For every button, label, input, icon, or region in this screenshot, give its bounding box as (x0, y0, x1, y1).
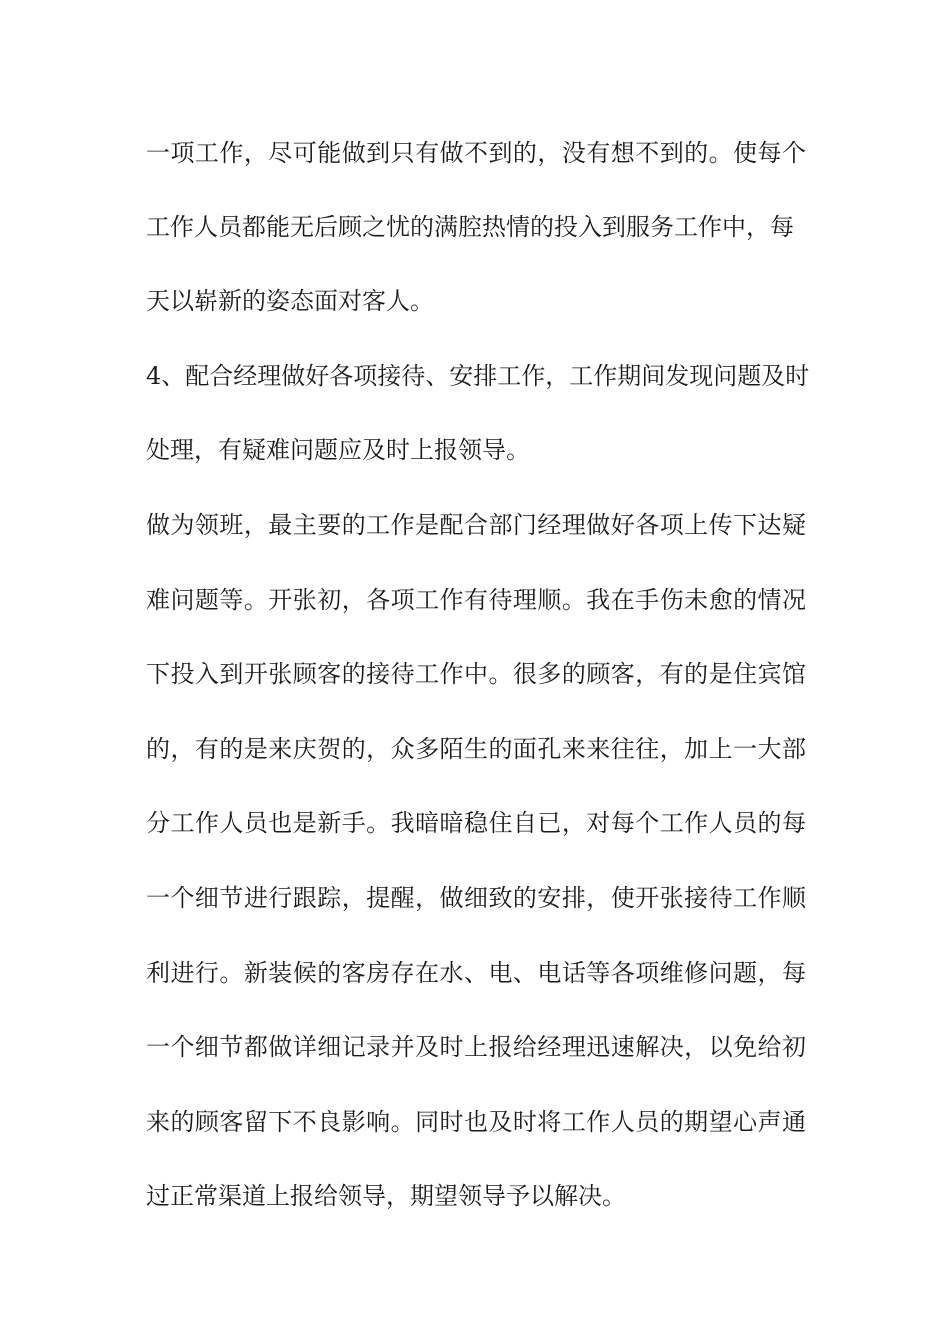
text-line: 过正常渠道上报给领导，期望领导予以解决。 (146, 1182, 626, 1210)
text-line: 来的顾客留下不良影响。同时也及时将工作人员的期望心声通 (146, 1108, 806, 1136)
text-line: 一个细节进行跟踪，提醒，做细致的安排，使开张接待工作顺 (146, 884, 806, 912)
text-line: 下投入到开张顾客的接待工作中。很多的顾客，有的是住宾馆 (146, 660, 806, 688)
text-line: 做为领班，最主要的工作是配合部门经理做好各项上传下达疑 (146, 511, 806, 539)
text-line: 处理，有疑难问题应及时上报领导。 (146, 436, 530, 464)
text-line: 工作人员都能无后顾之忧的满腔热情的投入到服务工作中，每 (146, 213, 794, 241)
text-line: 天以崭新的姿态面对客人。 (146, 287, 434, 315)
text-line: 一个细节都做详细记录并及时上报给经理迅速解决，以免给初 (146, 1033, 806, 1061)
text-line: 的，有的是来庆贺的，众多陌生的面孔来来往往，加上一大部 (146, 735, 806, 763)
text-line: 一项工作，尽可能做到只有做不到的，没有想不到的。使每个 (146, 139, 806, 167)
text-line: 难问题等。开张初，各项工作有待理顺。我在手伤未愈的情况 (146, 586, 806, 614)
text-line: 利进行。新装候的客房存在水、电、电话等各项维修问题，每 (146, 959, 806, 987)
text-line: 分工作人员也是新手。我暗暗稳住自已，对每个工作人员的每 (146, 809, 806, 837)
text-line: 4、配合经理做好各项接待、安排工作，工作期间发现问题及时 (146, 362, 810, 390)
